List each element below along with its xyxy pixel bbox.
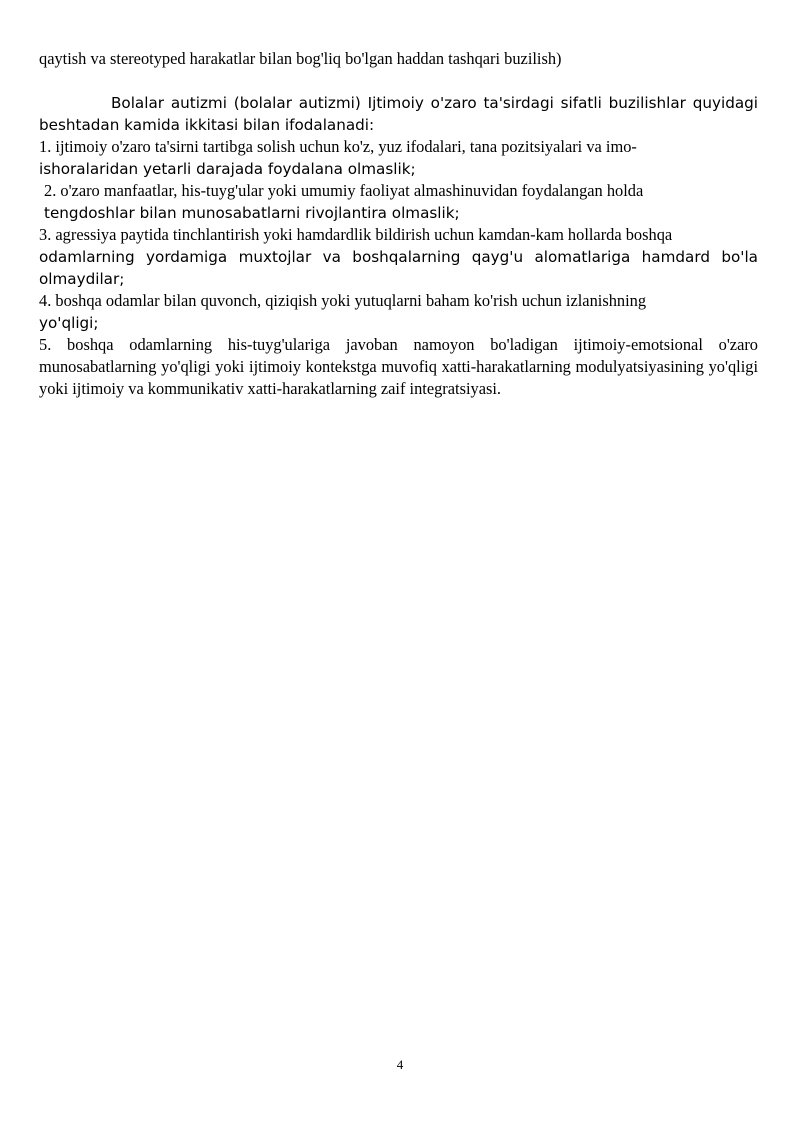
list-item-2-text: 2. o'zaro manfaatlar, his-tuyg'ular yoki umumiy faoliyat almashinuvidan foydalangan holda [44,181,644,200]
list-item-4-tail: yo'qligi; [39,314,99,332]
intro-text: Bolalar autizmi (bolalar autizmi) Ijtimoiy o'zaro ta'sirdagi sifatli buzilishlar quyidagi beshtadan kamida ikkitasi bilan ifodalanadi: [39,94,758,134]
list-item-3 [39,224,758,290]
list-item-1 [39,136,758,180]
list-item-4-text: 4. boshqa odamlar bilan quvonch, qiziqish yoki yutuqlarni baham ko'rish uchun izlanishning [39,291,647,310]
list-item-2-tail: tengdoshlar bilan munosabatlarni rivojlantira olmaslik; [44,204,460,222]
list-item-3-text: 3. agressiya paytida tinchlantirish yoki hamdardlik bildirish uchun kamdan-kam hollarda boshqa [39,225,673,244]
list-item-1-text: 1. ijtimoiy o'zaro ta'sirni tartibga solish uchun ko'z, yuz ifodalari, tana pozitsiyalari va imo- [39,137,637,156]
list-item-3-tail: odamlarning yordamiga muxtojlar va boshqalarning qayg'u alomatlariga hamdard bo'la olmaydilar; [39,248,758,288]
list-item-1-tail: ishoralaridan yetarli darajada foydalana olmaslik; [39,160,416,178]
list-item-5 [39,334,758,400]
list-item-5-text: 5. boshqa odamlarning his-tuyg'ulariga javoban namoyon bo'ladigan ijtimoiy-emotsional o'zaro munosabatlarning yo'qligi yoki ijtimoiy kontekstga muvofiq xatti-harakatlarning modulyatsiyasining yo'qligi yoki ijtimoiy va kommunikativ xatti-harakatlarning zaif integratsiyasi. [39,335,758,398]
intro-paragraph [39,92,758,136]
page-number: 4 [396,1057,404,1072]
list-item-4 [39,290,758,334]
page-body [39,48,758,400]
list-item-2 [39,180,758,224]
lead-line: qaytish va stereotyped harakatlar bilan bog'liq bo'lgan haddan tashqari buzilish) [39,49,562,68]
